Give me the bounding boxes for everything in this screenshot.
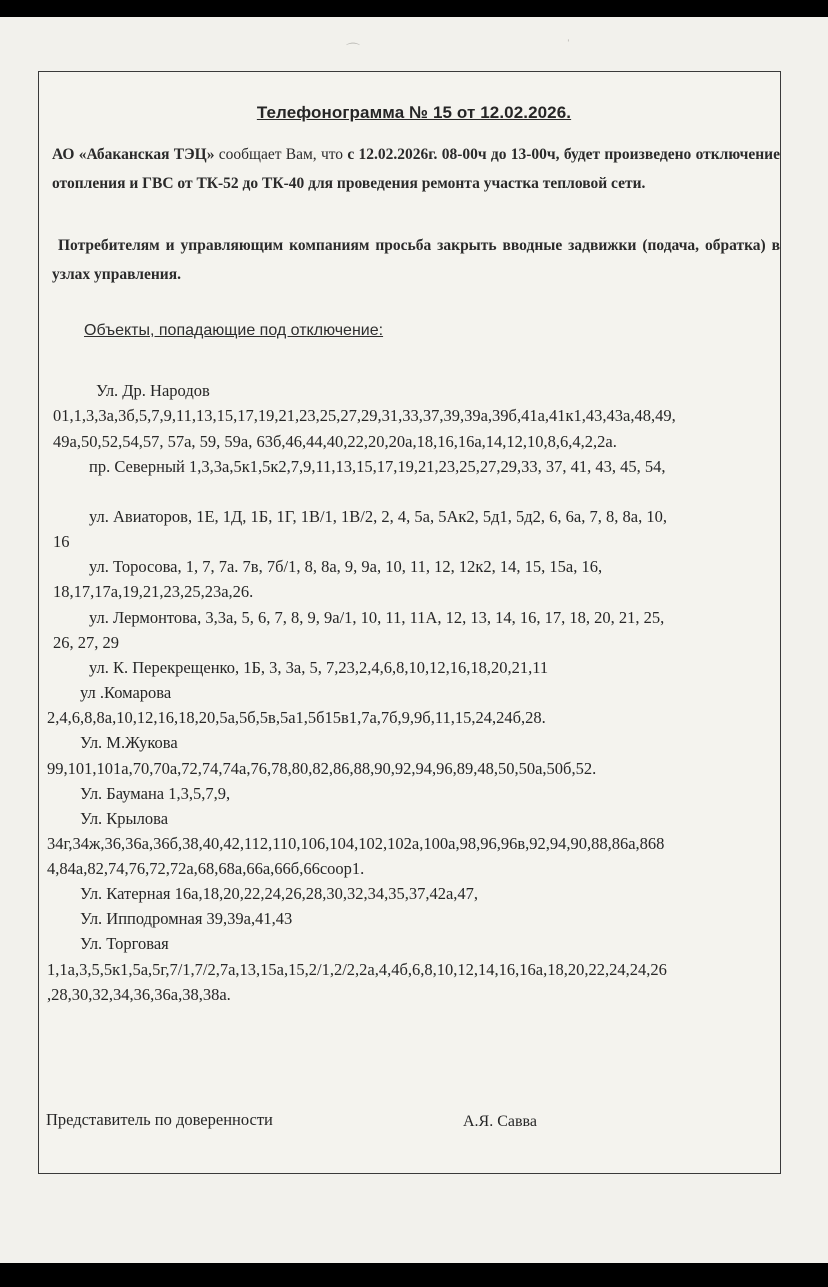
address-line: ул. Авиаторов, 1Е, 1Д, 1Б, 1Г, 1В/1, 1В/2, 2, 4, 5а, 5Ак2, 5д1, 5д2, 6, 6а, 7, 8, 8а, 10,: [89, 507, 667, 526]
address-line: 18,17,17а,19,21,23,25,23а,26.: [53, 582, 254, 601]
address-line: 2,4,6,8,8а,10,12,16,18,20,5а,5б,5в,5а1,5б15в1,7а,7б,9,9б,11,15,24,24б,28.: [47, 708, 546, 727]
address-line: Ул. Крылова: [80, 809, 169, 828]
address-line: Ул. Ипподромная 39,39а,41,43: [80, 909, 293, 928]
address-line: 16: [53, 532, 70, 551]
signatory-role: Представитель по доверенности: [46, 1110, 273, 1129]
paper-mark: ⌒: [346, 44, 360, 59]
document-title: Телефонограмма № 15 от 12.02.2026.: [256, 103, 572, 122]
address-line: 01,1,3,3а,3б,5,7,9,11,13,15,17,19,21,23,25,27,29,31,33,37,39,39а,39б,41а,41к1,43,43а,48,49,: [53, 406, 676, 425]
notice-verb: сообщает Вам, что: [214, 146, 348, 163]
address-line: 1,1а,3,5,5к1,5а,5г,7/1,7/2,7а,13,15а,15,2/1,2/2,2а,4,4б,6,8,10,12,14,16,16а,18,20,22,24,24,26: [47, 960, 667, 979]
address-line: 34г,34ж,36,36а,36б,38,40,42,112,110,106,104,102,102а,100а,98,96,96в,92,94,90,88,86а,868: [47, 834, 665, 853]
address-line: Ул. Баумана 1,3,5,7,9,: [80, 784, 231, 803]
address-line: Ул. М.Жукова: [80, 733, 178, 752]
address-line: пр. Северный 1,3,3а,5к1,5к2,7,9,11,13,15,17,19,21,23,25,27,29,33, 37, 41, 43, 45, 54,: [89, 457, 666, 476]
address-line: ул. Торосова, 1, 7, 7а. 7в, 7б/1, 8, 8а, 9, 9а, 10, 11, 12, 12к2, 14, 15, 15а, 16,: [89, 557, 603, 576]
address-line: 49а,50,52,54,57, 57а, 59, 59а, 63б,46,44,40,22,20,20а,18,16,16а,14,12,10,8,6,4,2,2а.: [53, 432, 617, 451]
objects-heading: Объекты, попадающие под отключение:: [84, 322, 384, 339]
address-line: 4,84а,82,74,76,72,72а,68,68а,66а,66б,66соор1.: [47, 859, 365, 878]
notice-body: с 12.02.2026г. 08-00ч до 13-00ч, будет произведено отключение отопления и ГВС от ТК-52 до ТК-40 для проведения ремонта участка тепловой сети.: [52, 146, 780, 192]
organization-name: АО «Абаканская ТЭЦ»: [52, 146, 215, 163]
address-line: Ул. Др. Народов: [96, 381, 210, 400]
address-line: ул. К. Перекрещенко, 1Б, 3, 3а, 5, 7,23,2,4,6,8,10,12,16,18,20,21,11: [89, 658, 549, 677]
request-paragraph: Потребителям и управляющим компаниям просьба закрыть вводные задвижки (подача, обратка) в узлах управления.: [52, 237, 780, 283]
signatory-name: А.Я. Савва: [463, 1113, 537, 1130]
notice-paragraph: [52, 140, 780, 198]
address-line: Ул. Торговая: [80, 934, 169, 953]
paper-mark: ˈ: [566, 38, 571, 53]
address-line: Ул. Катерная 16а,18,20,22,24,26,28,30,32,34,35,37,42а,47,: [80, 884, 479, 903]
address-line: ул. Лермонтова, 3,3а, 5, 6, 7, 8, 9, 9а/1, 10, 11, 11А, 12, 13, 14, 16, 17, 18, 20, 21, 25,: [89, 608, 665, 627]
address-line: 99,101,101а,70,70а,72,74,74а,76,78,80,82,86,88,90,92,94,96,89,48,50,50а,50б,52.: [47, 759, 597, 778]
address-line: 26, 27, 29: [53, 633, 119, 652]
address-line: ул .Комарова: [80, 683, 172, 702]
screen-bottom-bar: [0, 1263, 828, 1287]
address-line: ,28,30,32,34,36,36а,38,38а.: [47, 985, 231, 1004]
